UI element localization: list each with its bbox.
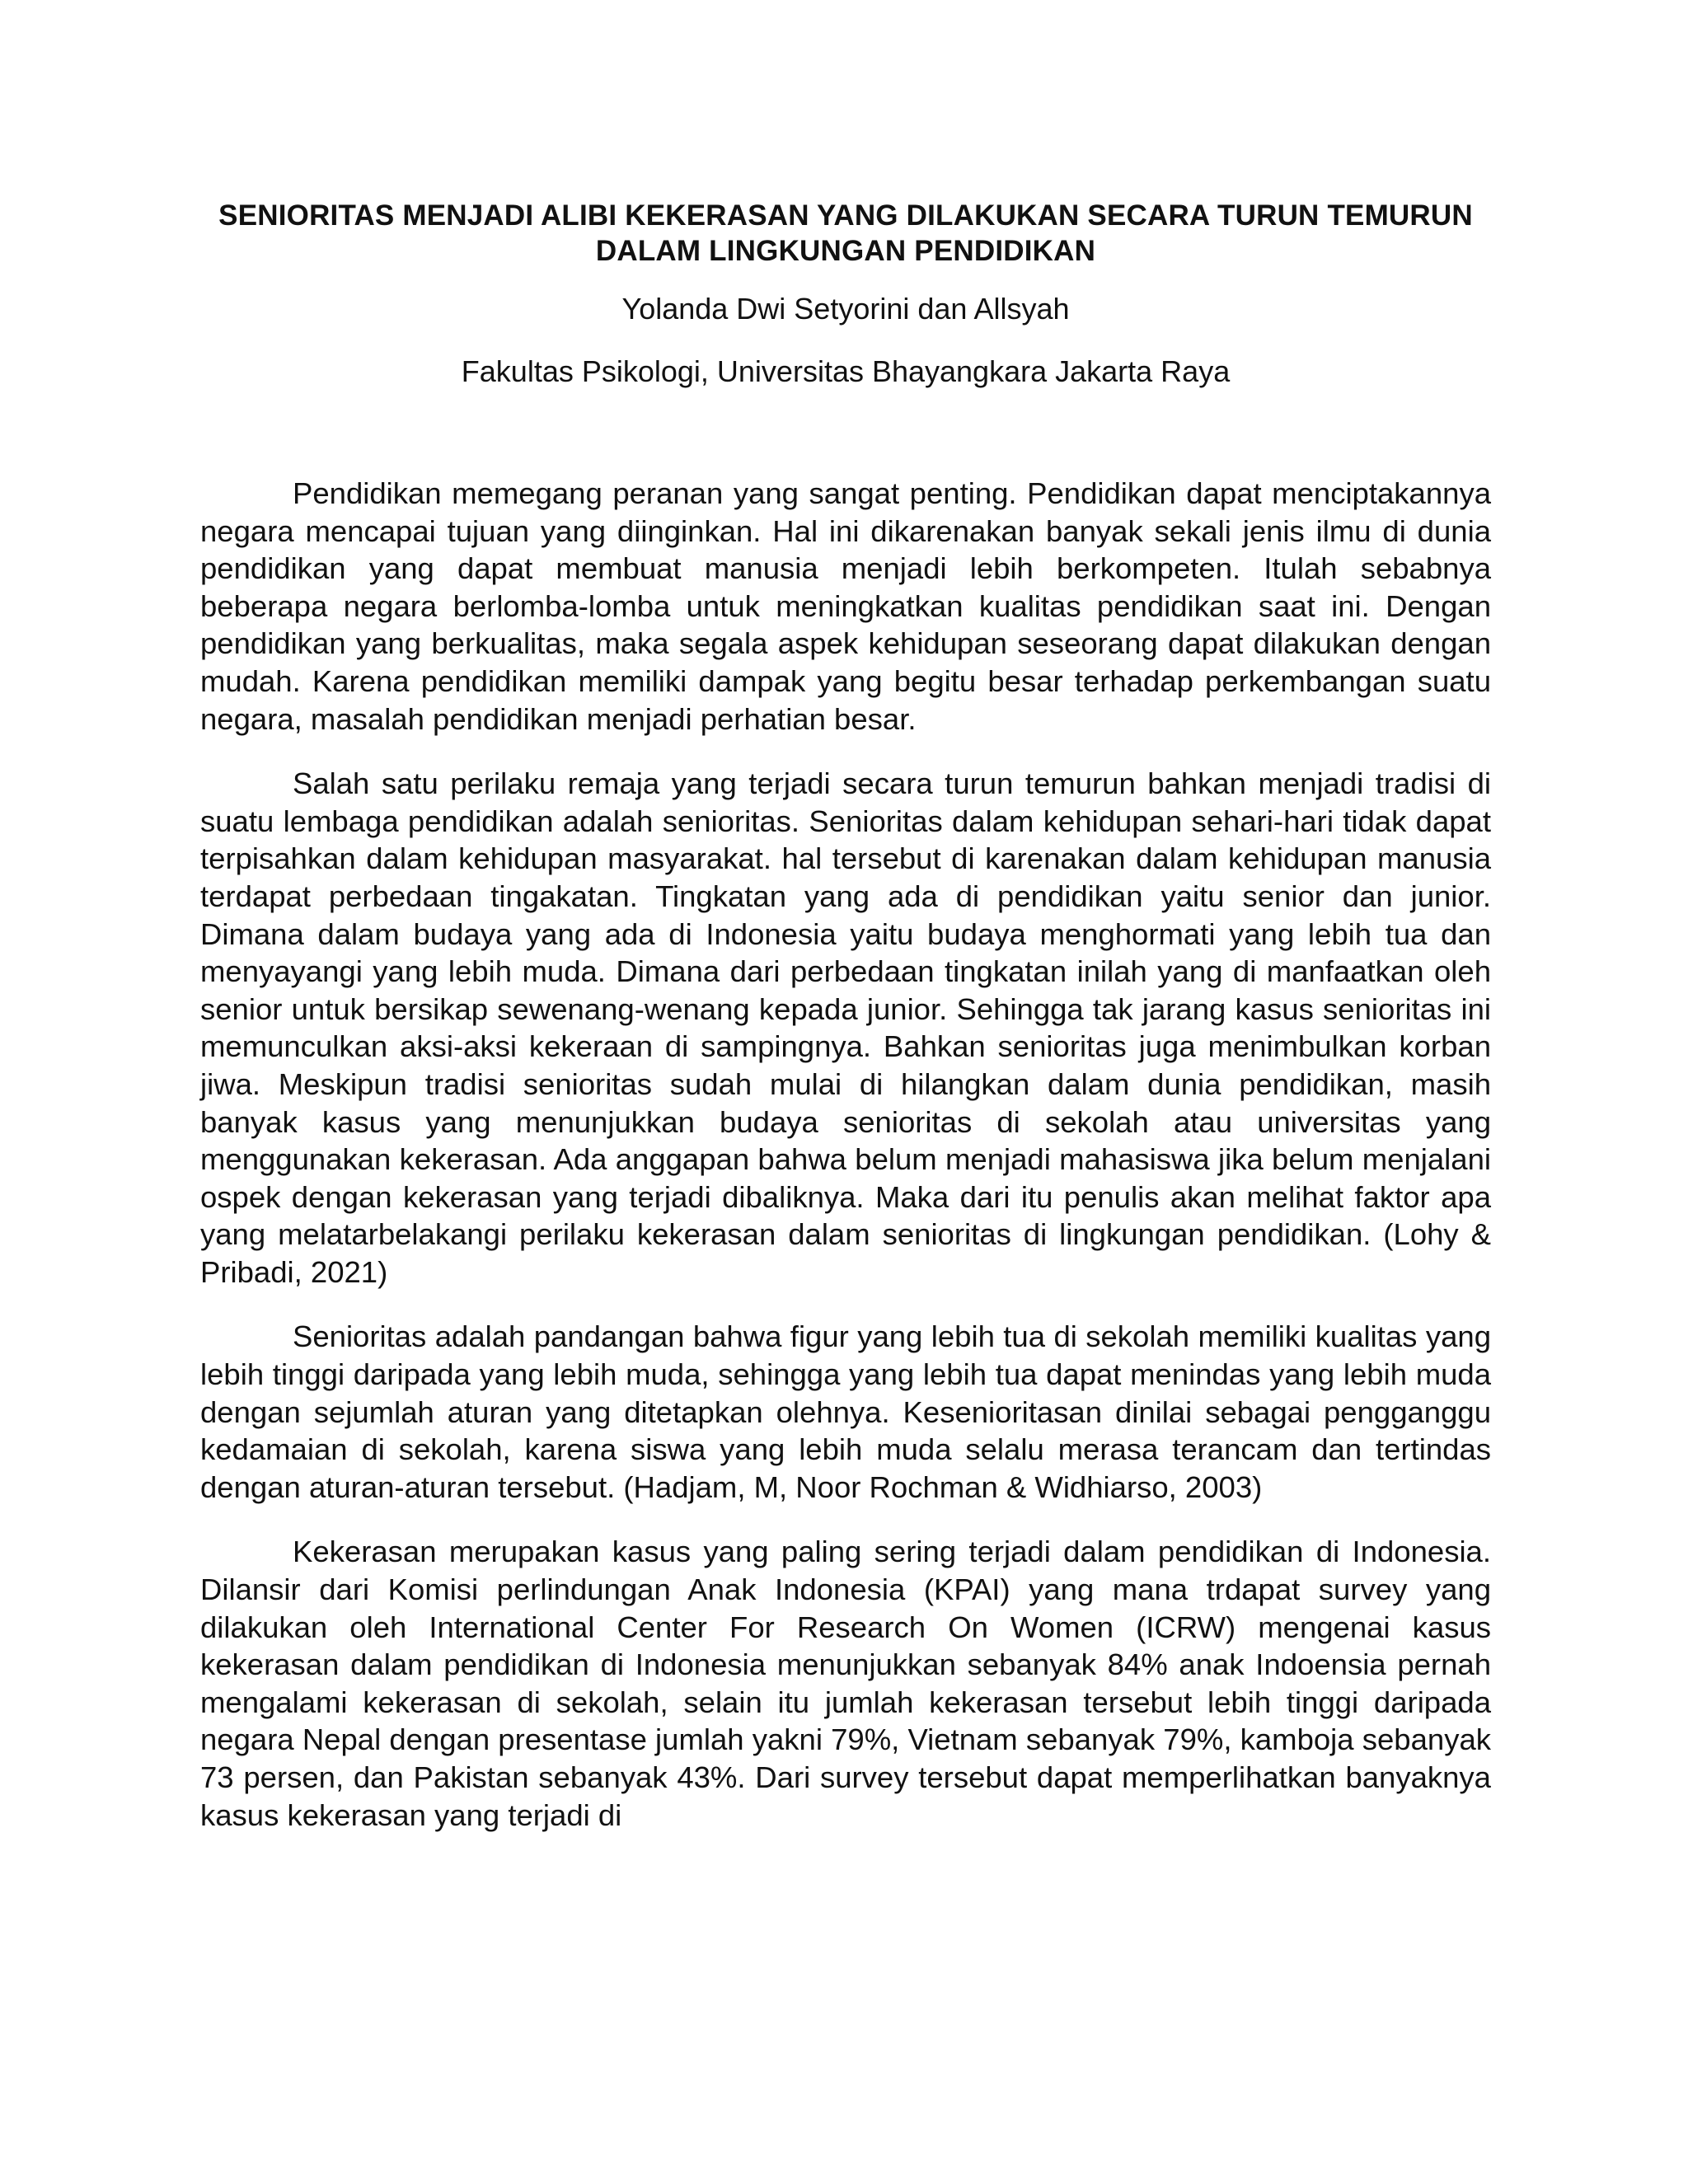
document-body (200, 475, 1491, 1861)
document-authors: Yolanda Dwi Setyorini dan Allsyah (621, 292, 1070, 326)
document-title: SENIORITAS MENJADI ALIBI KEKERASAN YANG DILAKUKAN SECARA TURUN TEMURUN DALAM LINGKUNGAN PENDIDIKAN (218, 199, 1473, 267)
document-affiliation: Fakultas Psikologi, Universitas Bhayangkara Jakarta Raya (461, 354, 1231, 388)
body-paragraph: Kekerasan merupakan kasus yang paling sering terjadi dalam pendidikan di Indonesia. Dilansir dari Komisi perlindungan Anak Indonesia (KPAI) yang mana trdapat survey yang dilakukan oleh International Center For Research On Women (ICRW) mengenai kasus kekerasan dalam pendidikan di Indonesia menunjukkan sebanyak 84% anak Indoensia pernah mengalami kekerasan di sekolah, selain itu jumlah kekerasan tersebut lebih tinggi daripada negara Nepal dengan presentase jumlah yakni 79%, Vietnam sebanyak 79%, kamboja sebanyak 73 persen, dan Pakistan sebanyak 43%. Dari survey tersebut dapat memperlihatkan banyaknya kasus kekerasan yang terjadi di (200, 1535, 1491, 1832)
body-paragraph: Senioritas adalah pandangan bahwa figur yang lebih tua di sekolah memiliki kualitas yang lebih tinggi daripada yang lebih muda, sehingga yang lebih tua dapat menindas yang lebih muda dengan sejumlah aturan yang ditetapkan olehnya. Kesenioritasan dinilai sebagai pengganggu kedamaian di sekolah, karena siswa yang lebih muda selalu merasa terancam dan tertindas dengan aturan-aturan tersebut. (Hadjam, M, Noor Rochman & Widhiarso, 2003) (200, 1319, 1491, 1504)
body-paragraph: Pendidikan memegang peranan yang sangat penting. Pendidikan dapat menciptakannya negara mencapai tujuan yang diinginkan. Hal ini dikarenakan banyak sekali jenis ilmu di dunia pendidikan yang dapat membuat manusia menjadi lebih berkompeten. Itulah sebabnya beberapa negara berlomba-lomba untuk meningkatkan kualitas pendidikan saat ini. Dengan pendidikan yang berkualitas, maka segala aspek kehidupan seseorang dapat dilakukan dengan mudah. Karena pendidikan memiliki dampak yang begitu besar terhadap perkembangan suatu negara, masalah pendidikan menjadi perhatian besar. (200, 476, 1491, 736)
body-paragraph: Salah satu perilaku remaja yang terjadi secara turun temurun bahkan menjadi tradisi di suatu lembaga pendidikan adalah senioritas. Senioritas dalam kehidupan sehari-hari tidak dapat terpisahkan dalam kehidupan masyarakat. hal tersebut di karenakan dalam kehidupan manusia terdapat perbedaan tingakatan. Tingkatan yang ada di pendidikan yaitu senior dan junior. Dimana dalam budaya yang ada di Indonesia yaitu budaya menghormati yang lebih tua dan menyayangi yang lebih muda. Dimana dari perbedaan tingkatan inilah yang di manfaatkan oleh senior untuk bersikap sewenang-wenang kepada junior. Sehingga tak jarang kasus senioritas ini memunculkan aksi-aksi kekeraan di sampingnya. Bahkan senioritas juga menimbulkan korban jiwa. Meskipun tradisi senioritas sudah mulai di hilangkan dalam dunia pendidikan, masih banyak kasus yang menunjukkan budaya senioritas di sekolah atau universitas yang menggunakan kekerasan. Ada anggapan bahwa belum menjadi mahasiswa jika belum menjalani ospek dengan kekerasan yang terjadi dibaliknya. Maka dari itu penulis akan melihat faktor apa yang melatarbelakangi perilaku kekerasan dalam senioritas di lingkungan pendidikan. (Lohy & Pribadi, 2021) (200, 766, 1491, 1289)
document-page (200, 0, 1491, 2184)
